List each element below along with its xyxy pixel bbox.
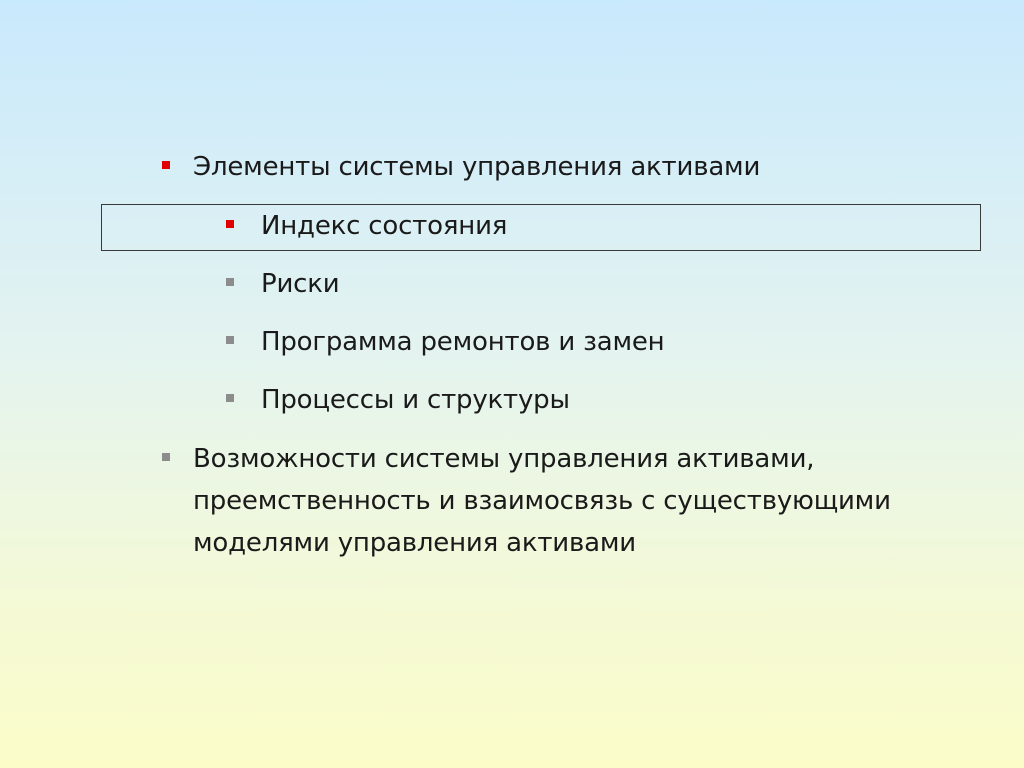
bullet-icon [162, 161, 170, 169]
sub-item-processes [261, 379, 570, 421]
sub-item-risks [261, 263, 339, 305]
bullet-item-asset-system-elements [193, 146, 760, 188]
bullet-icon [226, 394, 234, 402]
bullet-text: Элементы системы управления активами [193, 152, 761, 182]
bullet-item-asset-system-capabilities [193, 438, 891, 564]
sub-item-condition-index [261, 205, 507, 247]
sub-item-text: Риски [261, 269, 340, 299]
sub-item-text: Индекс состояния [261, 211, 508, 241]
sub-item-text: Программа ремонтов и замен [261, 327, 665, 357]
bullet-icon [162, 453, 170, 461]
sub-item-repair-program [261, 321, 664, 363]
bullet-icon [226, 278, 234, 286]
bullet-text-line: Возможности системы управления активами, [193, 444, 815, 474]
bullet-icon [226, 220, 234, 228]
sub-item-text: Процессы и структуры [261, 385, 570, 415]
bullet-text-line: преемственность и взаимосвязь с существующими [193, 486, 891, 516]
bullet-icon [226, 336, 234, 344]
bullet-text-line: моделями управления активами [193, 528, 636, 558]
